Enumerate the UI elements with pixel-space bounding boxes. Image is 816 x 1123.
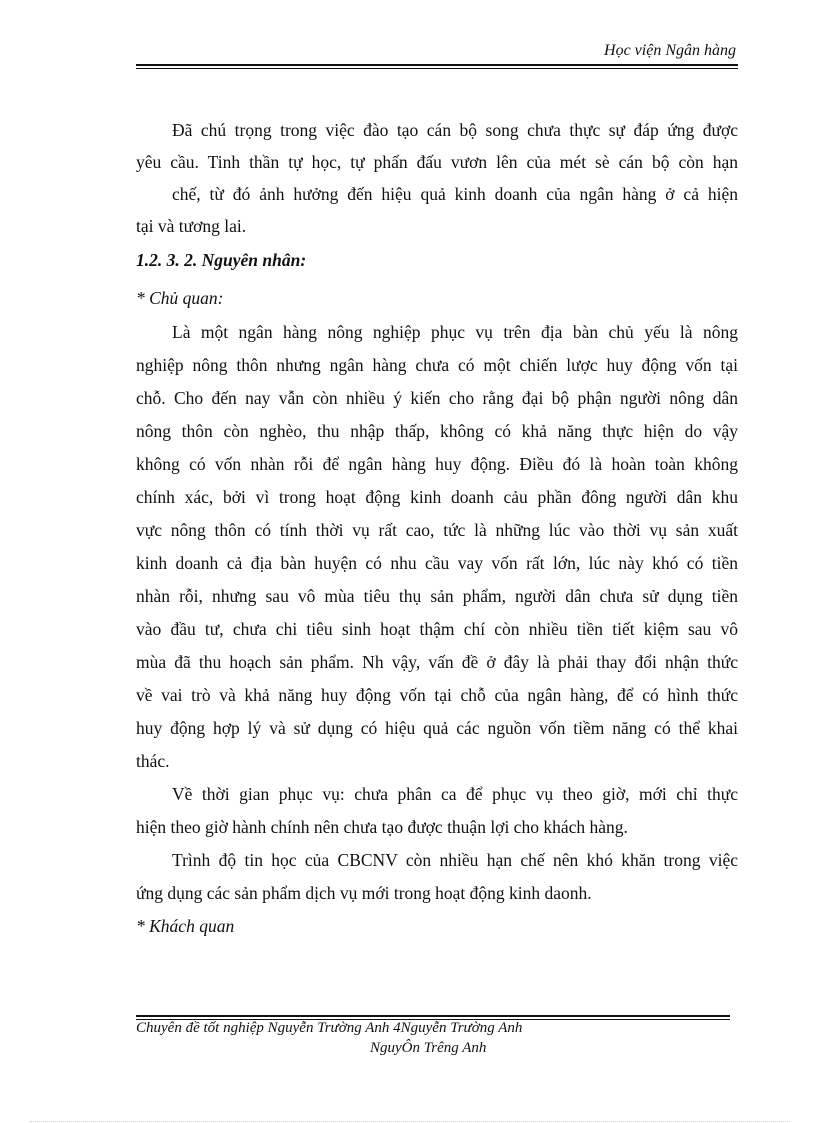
p2-line-12: về vai trò và khả năng huy động vốn tại chỗ của ngân hàng, để có hình thức — [136, 685, 738, 705]
p2-line-3: chỗ. Cho đến nay vẫn còn nhiều ý kiến cho rằng đại bộ phận người nông dân — [136, 388, 738, 408]
p2-line-6: chính xác, bởi vì trong hoạt động kinh doanh cảu phần đông người dân khu — [136, 487, 738, 507]
p2-line-2: nghiệp nông thôn nhưng ngân hàng chưa có một chiến lược huy động vốn tại — [136, 355, 738, 375]
footer-rule-thick — [136, 1015, 730, 1017]
subheading-chu-quan: * Chủ quan: — [136, 288, 224, 308]
p1-line-2: yêu cầu. Tinh thần tự học, tự phấn đấu vươn lên của mét sè cán bộ còn hạn — [136, 152, 738, 172]
footer-text-1: Chuyên đề tốt nghiệp Nguyễn Trường Anh 4Nguyễn Trường Anh — [136, 1020, 523, 1036]
p4-line-2: ứng dụng các sản phẩm dịch vụ mới trong hoạt động kinh daonh. — [136, 883, 592, 903]
p2-line-8: kinh doanh cả địa bàn huyện có nhu cầu vay vốn rất lớn, lúc này khó có tiền — [136, 553, 738, 573]
p3-line-1: Về thời gian phục vụ: chưa phân ca để phục vụ theo giờ, mới chỉ thực — [172, 784, 738, 804]
section-heading: 1.2. 3. 2. Nguyên nhân: — [136, 250, 307, 270]
p2-line-14: thác. — [136, 751, 170, 771]
subheading-khach-quan: * Khách quan — [136, 916, 235, 936]
header-rule-thin — [136, 68, 738, 69]
p1-line-1: Đã chú trọng trong việc đào tạo cán bộ song chưa thực sự đáp ứng được — [172, 120, 738, 140]
p1-line-4: tại và tương lai. — [136, 216, 247, 236]
p3-line-2: hiện theo giờ hành chính nên chưa tạo được thuận lợi cho khách hàng. — [136, 817, 628, 837]
page-bottom-border — [30, 1121, 790, 1122]
p2-line-10: vào đầu tư, chưa chi tiêu sinh hoạt thậm chí còn nhiều tiền tiết kiệm sau vô — [136, 619, 738, 639]
p2-line-9: nhàn rỗi, nhưng sau vô mùa tiêu thụ sản phẩm, người dân chưa sử dụng tiền — [136, 586, 738, 606]
p4-line-1: Trình độ tin học của CBCNV còn nhiều hạn chế nên khó khăn trong việc — [172, 850, 738, 870]
header-title: Học viện Ngân hàng — [604, 42, 736, 59]
p2-line-7: vực nông thôn có tính thời vụ rất cao, tức là những lúc vào thời vụ sản xuất — [136, 520, 738, 540]
p2-line-11: mùa đã thu hoạch sản phẩm. Nh vậy, vấn đề ở đây là phải thay đổi nhận thức — [136, 652, 738, 672]
header-rule-thick — [136, 64, 738, 66]
p2-line-1: Là một ngân hàng nông nghiệp phục vụ trên địa bàn chủ yếu là nông — [172, 322, 738, 342]
p2-line-5: không có vốn nhàn rỗi để ngân hàng huy động. Điều đó là hoàn toàn không — [136, 454, 738, 474]
p2-line-13: huy động hợp lý và sử dụng có hiệu quả các nguồn vốn tiềm năng có thể khai — [136, 718, 738, 738]
footer-text-2: NguyÔn Trêng Anh — [370, 1040, 487, 1056]
p1-line-3: chế, từ đó ảnh hưởng đến hiệu quả kinh doanh của ngân hàng ở cả hiện — [172, 184, 738, 204]
p2-line-4: nông thôn còn nghèo, thu nhập thấp, không có khả năng thực hiện do vậy — [136, 421, 738, 441]
